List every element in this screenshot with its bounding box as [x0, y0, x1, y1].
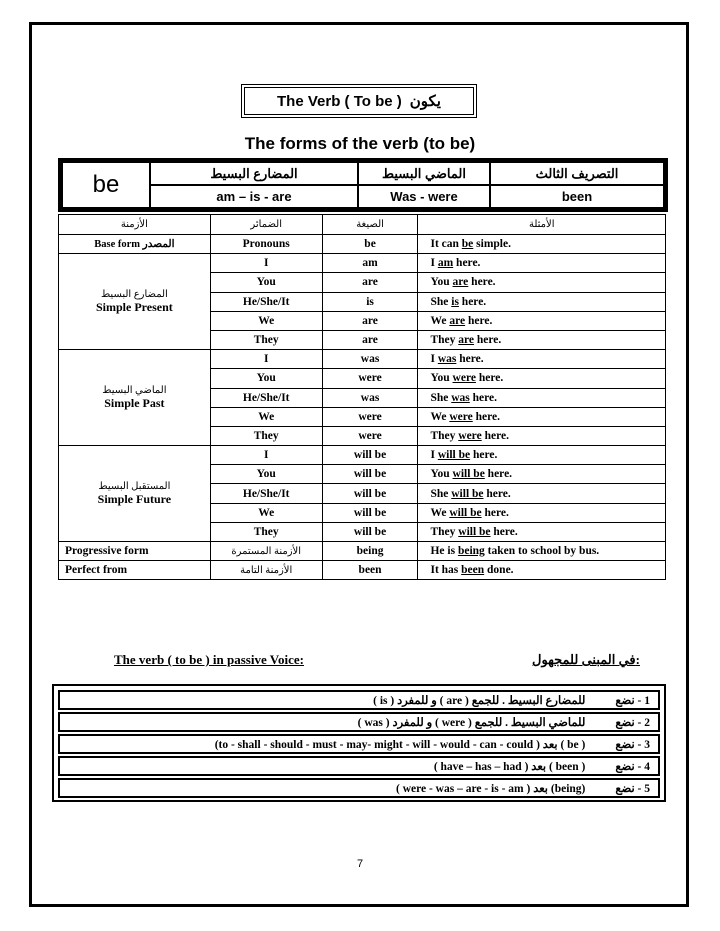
- example-verb: will be: [437, 449, 471, 462]
- base-form-cell: be: [61, 161, 151, 209]
- table-row: [59, 446, 666, 465]
- verb-form-cell: will be: [322, 522, 418, 541]
- passive-rule-number: 1 - نضع: [615, 695, 650, 707]
- passive-voice-box: [52, 684, 666, 802]
- pronoun-cell: You: [210, 369, 322, 388]
- table-row: [59, 350, 666, 369]
- example-verb: be: [461, 238, 474, 251]
- verb-form-cell: are: [322, 273, 418, 292]
- pronoun-cell: They: [210, 426, 322, 445]
- pronoun-cell: Pronouns: [210, 235, 322, 254]
- example-cell: We will be here.: [418, 503, 666, 522]
- pronoun-cell: I: [210, 446, 322, 465]
- perfect-row-arabic: الأزمنة التامة: [210, 561, 322, 580]
- tense-name-arabic: الماضي البسيط: [102, 384, 167, 396]
- progressive-row-arabic: الأزمنة المستمرة: [210, 542, 322, 561]
- passive-rule-row: [58, 734, 660, 754]
- example-verb: was: [437, 353, 457, 366]
- example-verb: were: [452, 372, 476, 385]
- passive-rule-text: ( have – has – had ) بعد ( been ): [433, 761, 586, 773]
- example-verb: been: [461, 564, 485, 577]
- base-form-label: [59, 235, 211, 254]
- example-cell: We were here.: [418, 407, 666, 426]
- example-cell: It can be simple.: [418, 235, 666, 254]
- page-number: 7: [356, 858, 364, 870]
- example-verb: is: [451, 295, 459, 308]
- example-verb: will be: [449, 506, 482, 519]
- example-verb: are: [449, 314, 466, 327]
- example-cell: He is being taken to school by bus.: [418, 542, 666, 561]
- pronoun-cell: They: [210, 522, 322, 541]
- pronoun-cell: We: [210, 311, 322, 330]
- example-cell: She was here.: [418, 388, 666, 407]
- example-verb: am: [437, 257, 454, 270]
- present-label: المضارع البسيط: [149, 161, 359, 186]
- example-cell: I am here.: [418, 254, 666, 273]
- passive-rule-number: 5 - نضع: [615, 783, 650, 795]
- passive-rule-text: للمضارع البسيط . للجمع ( are ) و للمفرد ( is ): [373, 695, 586, 707]
- perfect-row-label: Perfect from: [59, 561, 211, 580]
- tense-name-english: Simple Past: [104, 395, 165, 410]
- passive-rule-number: 3 - نضع: [615, 739, 650, 751]
- example-verb: will be: [451, 487, 484, 500]
- title-arabic: يكون: [409, 93, 441, 110]
- verb-form-cell: were: [322, 369, 418, 388]
- example-cell: She will be here.: [418, 484, 666, 503]
- verb-form-cell: will be: [322, 465, 418, 484]
- column-header: الأزمنة: [59, 215, 211, 235]
- title-english: The Verb ( To be ): [277, 92, 402, 110]
- past-value: Was - were: [357, 184, 491, 209]
- forms-heading: The forms of the verb (to be): [244, 134, 476, 153]
- page-title-box: [241, 84, 477, 118]
- pronoun-cell: I: [210, 350, 322, 369]
- example-cell: I was here.: [418, 350, 666, 369]
- tense-name-arabic: المستقبل البسيط: [98, 480, 171, 492]
- participle-value: been: [489, 184, 665, 209]
- verb-form-cell: be: [322, 235, 418, 254]
- base-form-label-en: Base form: [94, 239, 143, 251]
- example-verb: were: [458, 429, 482, 442]
- column-header: الضمائر: [210, 215, 322, 235]
- passive-rule-text: (to - shall - should - must - may- might - will - would - can - could ) بعد ( be ): [214, 739, 586, 751]
- table-row: [59, 254, 666, 273]
- tenses-table: [58, 214, 666, 580]
- pronoun-cell: He/She/It: [210, 292, 322, 311]
- pronoun-cell: You: [210, 273, 322, 292]
- passive-heading: [114, 652, 640, 668]
- example-verb: will be: [458, 525, 491, 538]
- tense-name-english: Simple Future: [97, 491, 172, 506]
- verb-form-cell: being: [322, 542, 418, 561]
- example-cell: They are here.: [418, 330, 666, 349]
- verb-form-cell: are: [322, 311, 418, 330]
- verb-form-cell: was: [322, 350, 418, 369]
- example-verb: will be: [452, 468, 485, 481]
- base-form-label-ar: المصدر: [142, 239, 175, 251]
- tense-name-arabic: المضارع البسيط: [100, 288, 168, 300]
- example-cell: You will be here.: [418, 465, 666, 484]
- pronoun-cell: He/She/It: [210, 484, 322, 503]
- verb-form-cell: will be: [322, 446, 418, 465]
- example-verb: are: [458, 334, 475, 347]
- verb-form-cell: will be: [322, 503, 418, 522]
- pronoun-cell: You: [210, 465, 322, 484]
- example-cell: It has been done.: [418, 561, 666, 580]
- verb-forms-table: [58, 158, 668, 212]
- base-form-row: [59, 235, 666, 254]
- verb-form-cell: were: [322, 426, 418, 445]
- passive-rule-row: [58, 778, 660, 798]
- verb-form-cell: been: [322, 561, 418, 580]
- passive-rule-text: للماضي البسيط . للجمع ( were ) و للمفرد ( was ): [357, 717, 586, 729]
- perfect-row: [59, 561, 666, 580]
- tense-name-cell: [59, 446, 211, 542]
- passive-rule-number: 4 - نضع: [615, 761, 650, 773]
- example-verb: was: [451, 391, 470, 404]
- table-header-row: [59, 215, 666, 235]
- example-cell: You are here.: [418, 273, 666, 292]
- example-cell: I will be here.: [418, 446, 666, 465]
- passive-rule-row: [58, 690, 660, 710]
- participle-label: التصريف الثالث: [489, 161, 665, 186]
- passive-rule-row: [58, 756, 660, 776]
- example-cell: We are here.: [418, 311, 666, 330]
- pronoun-cell: I: [210, 254, 322, 273]
- column-header: الصيغة: [322, 215, 418, 235]
- verb-form-cell: is: [322, 292, 418, 311]
- tense-name-english: Simple Present: [96, 299, 173, 314]
- passive-rule-text: ( were - was – are - is - am ) بعد (being): [395, 783, 586, 795]
- pronoun-cell: We: [210, 407, 322, 426]
- column-header: الأمثلة: [418, 215, 666, 235]
- example-verb: were: [449, 410, 473, 423]
- verb-form-cell: are: [322, 330, 418, 349]
- passive-rule-number: 2 - نضع: [615, 717, 650, 729]
- progressive-row: [59, 542, 666, 561]
- pronoun-cell: They: [210, 330, 322, 349]
- example-cell: She is here.: [418, 292, 666, 311]
- pronoun-cell: He/She/It: [210, 388, 322, 407]
- example-cell: They were here.: [418, 426, 666, 445]
- progressive-row-label: Progressive form: [59, 542, 211, 561]
- verb-form-cell: will be: [322, 484, 418, 503]
- example-cell: They will be here.: [418, 522, 666, 541]
- verb-form-cell: was: [322, 388, 418, 407]
- passive-rule-row: [58, 712, 660, 732]
- passive-heading-arabic: في المبنى للمجهول:: [532, 652, 640, 667]
- verb-form-cell: were: [322, 407, 418, 426]
- pronoun-cell: We: [210, 503, 322, 522]
- verb-form-cell: am: [322, 254, 418, 273]
- example-verb: being: [457, 545, 485, 558]
- tense-name-cell: [59, 350, 211, 446]
- present-value: am – is - are: [149, 184, 359, 209]
- example-verb: are: [452, 276, 469, 289]
- tense-name-cell: [59, 254, 211, 350]
- passive-heading-english: The verb ( to be ) in passive Voice:: [114, 652, 304, 667]
- past-label: الماضي البسيط: [357, 161, 491, 186]
- example-cell: You were here.: [418, 369, 666, 388]
